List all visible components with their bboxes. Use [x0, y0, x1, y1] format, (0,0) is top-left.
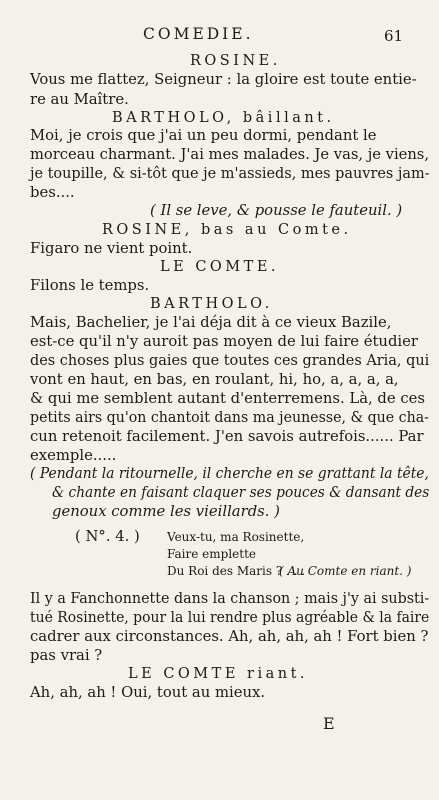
- text-line: exemple.....: [30, 447, 117, 464]
- song-line: Faire emplette: [167, 547, 257, 561]
- page-number: 61: [384, 27, 404, 45]
- text-line: tué Rosinette, pour la lui rendre plus agréable & la faire: [30, 609, 430, 626]
- text-line: petits airs qu'on chantoit dans ma jeunesse, & que cha-: [30, 409, 429, 426]
- song-number: ( N°. 4. ): [75, 528, 140, 545]
- speaker-name: LE COMTE riant.: [128, 666, 309, 682]
- text-line: Mais, Bachelier, je l'ai déja dit à ce vieux Bazile,: [30, 314, 392, 331]
- stage-direction: ( Il se leve, & pousse le fauteuil. ): [150, 202, 403, 219]
- text-line: Filons le temps.: [30, 277, 150, 294]
- speaker-name: BARTHOLO, bâillant.: [112, 110, 335, 126]
- text-line: Figaro ne vient point.: [30, 240, 193, 257]
- text-line: vont en haut, en bas, en roulant, hi, ho, a, a, a, a,: [30, 371, 399, 388]
- text-line: pas vrai ?: [30, 647, 103, 664]
- song-line: Veux-tu, ma Rosinette,: [167, 530, 305, 544]
- speaker-name: ROSINE.: [190, 53, 281, 69]
- text-line: Ah, ah, ah ! Oui, tout au mieux.: [30, 684, 266, 701]
- text-line: Vous me flattez, Seigneur : la gloire est toute entie-: [30, 71, 417, 88]
- stage-direction: ( Au Comte en riant. ): [279, 564, 412, 578]
- text-line: cadrer aux circonstances. Ah, ah, ah, ah ! Fort bien ?: [30, 628, 429, 645]
- text-line: Il y a Fanchonnette dans la chanson ; mais j'y ai substi-: [30, 590, 430, 607]
- stage-direction: & chante en faisant claquer ses pouces & dansant des: [52, 484, 430, 501]
- text-line: je toupille, & si-tôt que je m'assieds, mes pauvres jam-: [30, 165, 430, 182]
- speaker-name: BARTHOLO.: [150, 296, 273, 312]
- text-line: morceau charmant. J'ai mes malades. Je vas, je viens,: [30, 146, 430, 163]
- text-line: est-ce qu'il n'y auroit pas moyen de lui faire étudier: [30, 333, 418, 350]
- stage-direction: genoux comme les vieillards. ): [52, 503, 280, 520]
- stage-direction: ( Pendant la ritournelle, il cherche en se grattant la tête,: [30, 465, 429, 482]
- text-line: cun retenoit facilement. J'en savois autrefois...... Par: [30, 428, 424, 445]
- text-line: des choses plus gaies que toutes ces grandes Aria, qui: [30, 352, 430, 369]
- speaker-name: ROSINE, bas au Comte.: [102, 222, 352, 238]
- text-line: Moi, je crois que j'ai un peu dormi, pendant le: [30, 127, 377, 144]
- song-line: Du Roi des Maris ? . . .: [167, 564, 306, 578]
- text-line: bes....: [30, 184, 75, 201]
- speaker-name: LE COMTE.: [160, 259, 280, 275]
- text-line: re au Maître.: [30, 91, 129, 108]
- running-head: COMEDIE.: [143, 25, 254, 43]
- signature-mark: E: [323, 714, 335, 733]
- text-line: & qui me semblent autant d'enterremens. Là, de ces: [30, 390, 426, 407]
